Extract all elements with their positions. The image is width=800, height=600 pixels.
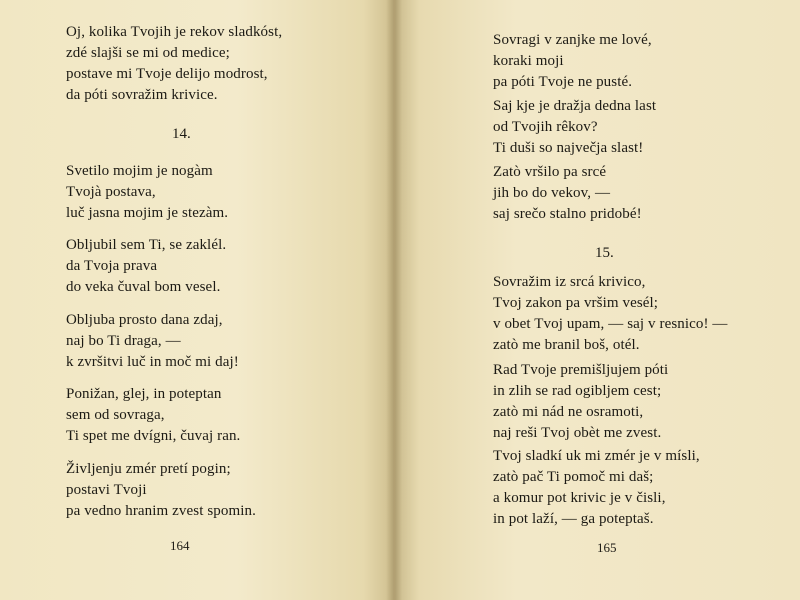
verse-line: koraki moji — [493, 53, 564, 69]
verse-line: Ponižan, glej, in poteptan — [66, 386, 222, 402]
verse-line: Zatò vršilo pa srcé — [493, 164, 607, 180]
stanza — [493, 272, 728, 356]
verse-line: zatò pač Ti pomoč mi daš; — [493, 469, 654, 485]
verse-line: Obljuba prosto dana zdaj, — [66, 312, 223, 328]
verse-line: k zvršitvi luč in moč mi daj! — [66, 354, 239, 370]
left-page — [0, 0, 395, 600]
verse-line: Življenju zmér pretí pogin; — [66, 461, 231, 477]
verse-line: zatò mi nád ne osramoti, — [493, 404, 644, 420]
right-page — [395, 0, 800, 600]
verse-line: Svetilo mojim je nogàm — [66, 163, 213, 179]
stanza — [493, 96, 656, 159]
stanza — [66, 22, 282, 106]
verse-line: saj srečo stalno pridobé! — [493, 206, 642, 222]
verse-line: od Tvojih rêkov? — [493, 119, 598, 135]
verse-line: Tvoj zakon pa vršim vesél; — [493, 295, 659, 311]
verse-line: zdé slajši se mi od medice; — [66, 45, 230, 61]
stanza — [66, 161, 228, 224]
stanza — [493, 162, 642, 225]
stanza — [66, 459, 256, 522]
verse-line: Ti duši so največja slast! — [493, 140, 644, 156]
verse-line: Tvojà postava, — [66, 184, 156, 200]
stanza — [66, 384, 240, 447]
stanza — [493, 360, 668, 444]
verse-line: naj bo Ti draga, — — [66, 333, 181, 349]
verse-line: Rad Tvoje premišljujem póti — [493, 362, 669, 378]
section-number: 15. — [595, 245, 614, 261]
verse-line: jih bo do vekov, — — [493, 185, 611, 201]
verse-line: pa vedno hranim zvest spomin. — [66, 503, 256, 519]
verse-line: da póti sovražim krivice. — [66, 87, 218, 103]
book-gutter — [386, 0, 402, 600]
verse-line: postavi Tvoji — [66, 482, 147, 498]
page-number: 164 — [170, 538, 190, 553]
verse-line: v obet Tvoj upam, — saj v resnico! — — [493, 316, 728, 332]
verse-line: Ti spet me dvígni, čuvaj ran. — [66, 428, 241, 444]
verse-line: sem od sovraga, — [66, 407, 165, 423]
page-number: 165 — [597, 540, 617, 555]
verse-line: do veka čuval bom vesel. — [66, 279, 221, 295]
verse-line: in pot laží, — ga poteptaš. — [493, 511, 654, 527]
verse-line: Sovragi v zanjke me lové, — [493, 32, 652, 48]
section-number: 14. — [172, 126, 191, 142]
verse-line: naj reši Tvoj obèt me zvest. — [493, 425, 662, 441]
verse-line: Tvoj sladkí uk mi zmér je v mísli, — [493, 448, 700, 464]
verse-line: pa póti Tvoje ne pusté. — [493, 74, 633, 90]
verse-line: Saj kje je dražja dedna last — [493, 98, 657, 114]
stanza — [66, 235, 226, 298]
stanza — [66, 310, 239, 373]
stanza — [493, 30, 652, 93]
stanza — [493, 446, 700, 530]
verse-line: postave mi Tvoje delijo modrost, — [66, 66, 268, 82]
verse-line: in zlih se rad ogibljem cest; — [493, 383, 662, 399]
verse-line: Obljubil sem Ti, se zaklél. — [66, 237, 227, 253]
verse-line: zatò me branil boš, otél. — [493, 337, 640, 353]
verse-line: da Tvoja prava — [66, 258, 158, 274]
verse-line: a komur pot krivic je v čisli, — [493, 490, 666, 506]
verse-line: luč jasna mojim je stezàm. — [66, 205, 229, 221]
verse-line: Oj, kolika Tvojih je rekov sladkóst, — [66, 24, 283, 40]
verse-line: Sovražim iz srcá krivico, — [493, 274, 646, 290]
